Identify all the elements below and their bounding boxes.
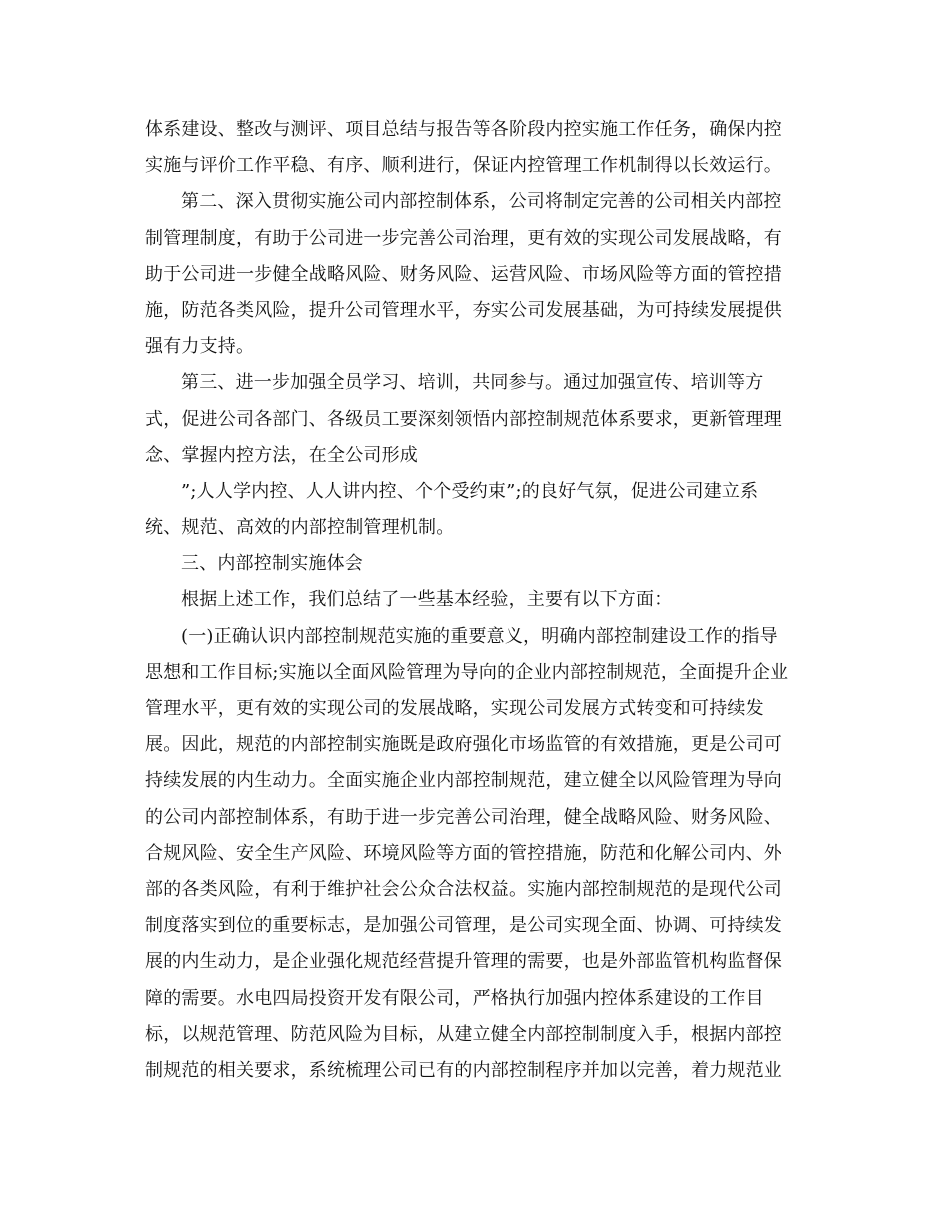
text-line: 部的各类风险，有利于维护社会公众合法权益。实施内部控制规范的是现代公司 [145,878,782,900]
text-line: 持续发展的内生动力。全面实施企业内部控制规范，建立健全以风险管理为导向 [145,770,782,792]
text-line: 根据上述工作，我们总结了一些基本经验，主要有以下方面： [181,589,673,611]
text-line: 障的需要。水电四局投资开发有限公司，严格执行加强内控体系建设的工作目 [145,987,764,1009]
text-line: 三、内部控制实施体会 [181,553,363,575]
text-line: 强有力支持。 [145,336,255,358]
text-line: 思想和工作目标;实施以全面风险管理为导向的企业内部控制规范，全面提升企业 [145,661,789,683]
text-line: 的公司内部控制体系，有助于进一步完善公司治理，健全战略风险、财务风险、 [145,806,782,828]
text-line: 展的内生动力，是企业强化规范经营提升管理的需要，也是外部监管机构监督保 [145,951,782,973]
text-line: 念、掌握内控方法，在全公司形成 [145,444,418,466]
text-line: 施，防范各类风险，提升公司管理水平，夯实公司发展基础，为可持续发展提供 [145,299,782,321]
text-line: 制规范的相关要求，系统梳理公司已有的内部控制程序并加以完善，着力规范业 [145,1059,782,1081]
text-line: 统、规范、高效的内部控制管理机制。 [145,517,455,539]
text-line: 标，以规范管理、防范风险为目标，从建立健全内部控制制度入手，根据内部控 [145,1023,782,1045]
text-line: 管理水平，更有效的实现公司的发展战略，实现公司发展方式转变和可持续发 [145,698,764,719]
text-line: 第三、进一步加强全员学习、培训，共同参与。通过加强宣传、培训等方 [181,372,764,394]
text-line: 合规风险、安全生产风险、环境风险等方面的管控措施，防范和化解公司内、外 [145,842,782,864]
text-line: 制度落实到位的重要标志，是加强公司管理，是公司实现全面、协调、可持续发 [145,915,782,937]
text-line: 实施与评价工作平稳、有序、顺利进行，保证内控管理工作机制得以长效运行。 [145,155,782,177]
text-line: 制管理制度，有助于公司进一步完善公司治理，更有效的实现公司发展战略，有 [145,227,782,249]
text-line: 助于公司进一步健全战略风险、财务风险、运营风险、市场风险等方面的管控措 [145,263,782,285]
text-line: (一)正确认识内部控制规范实施的重要意义，明确内部控制建设工作的指导 [181,625,778,647]
text-line: 式，促进公司各部门、各级员工要深刻领悟内部控制规范体系要求，更新管理理 [145,408,782,430]
document-body [145,112,810,1089]
text-line: 第二、深入贯彻实施公司内部控制体系，公司将制定完善的公司相关内部控 [181,191,782,213]
text-line: ”;人人学内控、人人讲内控、个个受约束”;的良好气氛，促进公司建立系 [181,480,759,502]
text-line: 展。因此，规范的内部控制实施既是政府强化市场监管的有效措施，更是公司可 [145,734,782,756]
text-line: 体系建设、整改与测评、项目总结与报告等各阶段内控实施工作任务，确保内控 [145,119,782,140]
